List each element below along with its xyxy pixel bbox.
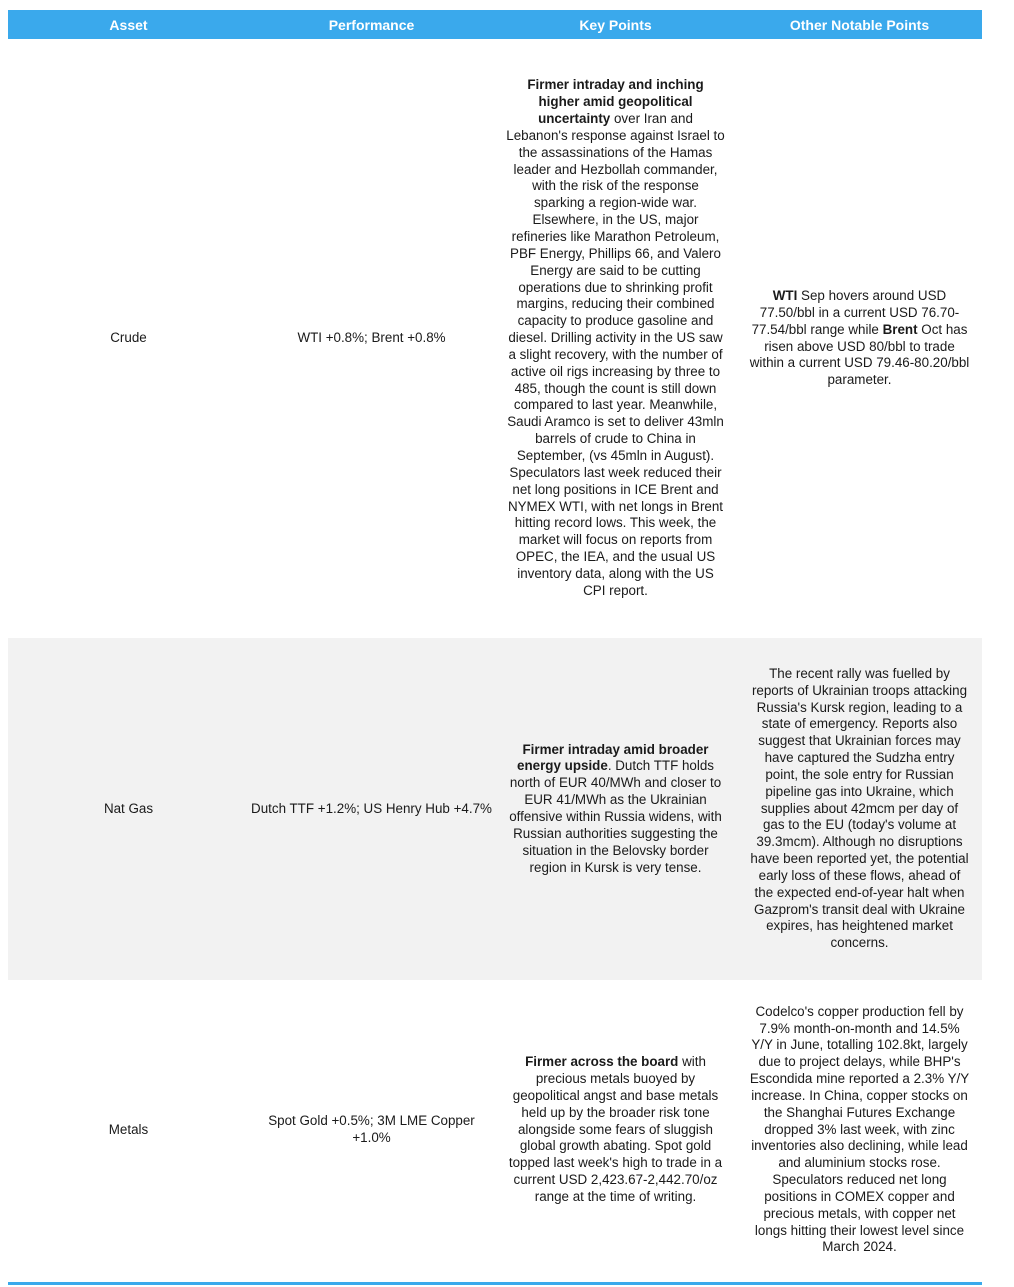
commodities-table <box>8 10 982 1280</box>
other-bold-wti: WTI <box>772 287 798 303</box>
table-row <box>8 980 982 1280</box>
table-row <box>8 638 982 980</box>
key-points-headline: Firmer intraday amid broader energy upside <box>517 741 709 774</box>
other-text: Oct has risen above USD 80/bbl to trade within a current USD 79.46-80.20/bbl parameter. <box>749 321 970 388</box>
key-points-headline: Firmer intraday and inching higher amid geopolitical uncertainty <box>527 77 704 127</box>
other-bold-brent: Brent <box>882 321 918 337</box>
bottom-divider <box>8 1282 982 1285</box>
key-points-cell <box>494 39 737 638</box>
header-other-notable-points: Other Notable Points <box>737 10 982 39</box>
key-points-text: . Dutch TTF holds north of EUR 40/MWh and closer to EUR 41/MWh as the Ukrainian offensive within Russia widens, with Russian authorities suggesting the situation in the Belovsky border region in Kursk is very tense. <box>509 758 722 875</box>
performance-cell: Spot Gold +0.5%; 3M LME Copper +1.0% <box>268 1113 475 1145</box>
performance-cell: WTI +0.8%; Brent +0.8% <box>297 330 446 346</box>
header-row <box>8 10 982 39</box>
key-points-text: over Iran and Lebanon's response against Israel to the assassinations of the Hamas leader and Hezbollah commander, with the risk of the response sparking a region-wide war. Elsewhere, in the US, major refineries like Marathon Petroleum, PBF Energy, Phillips 66, and Valero Energy are said to be cutting operations due to shrinking profit margins, reducing their combined capacity to produce gasoline and diesel. Drilling activity in the US saw a slight recovery, with the number of active oil rigs increasing by three to 485, though the count is still down compared to last year. Meanwhile, Saudi Aramco is set to deliver 43mln barrels of crude to China in September, (vs 45mln in August). Speculators last week reduced their net long positions in ICE Brent and NYMEX WTI, with net longs in Brent hitting record lows. This week, the market will focus on reports from OPEC, the IEA, and the usual US inventory data, along with the US CPI report. <box>506 111 725 598</box>
key-points-cell <box>494 638 737 980</box>
asset-cell: Crude <box>110 330 147 346</box>
header-asset: Asset <box>8 10 249 39</box>
key-points-headline: Firmer across the board <box>525 1054 679 1070</box>
other-notable-cell: The recent rally was fuelled by reports of Ukrainian troops attacking Russia's Kursk region, leading to a state of emergency. Reports also suggest that Ukrainian forces may have captured the Sudzha entry point, the sole entry for Russian pipeline gas into Ukraine, which supplies about 42mcm per day of gas to the EU (today's volume at 39.3mcm). Although no disruptions have been reported yet, the potential early loss of these flows, ahead of the expected end-of-year halt when Gazprom's transit deal with Ukraine expires, has heightened market concerns. <box>737 638 982 980</box>
table-row <box>8 39 982 638</box>
performance-cell: Dutch TTF +1.2%; US Henry Hub +4.7% <box>249 638 494 980</box>
other-notable-cell: Codelco's copper production fell by 7.9% month-on-month and 14.5% Y/Y in June, totalling 102.8kt, largely due to project delays, while BHP's Escondida mine reported a 2.3% Y/Y increase. In China, copper stocks on the Shanghai Futures Exchange dropped 3% last week, with zinc inventories also declining, while lead and aluminium stocks rose. Speculators reduced net long positions in COMEX copper and precious metals, with copper net longs hitting their lowest level since March 2024. <box>749 1003 970 1255</box>
other-text: Sep hovers around USD 77.50/bbl in a current USD 76.70-77.54/bbl range while <box>751 287 960 337</box>
header-key-points: Key Points <box>494 10 737 39</box>
asset-cell: Metals <box>108 1121 149 1137</box>
asset-cell: Nat Gas <box>8 638 249 980</box>
key-points-text: with precious metals buoyed by geopolitical angst and base metals held up by the broader risk tone alongside some fears of sluggish global growth abating. Spot gold topped last week's high to trade in a current USD 2,423.67-2,442.70/oz range at the time of writing. <box>508 1054 723 1204</box>
header-performance: Performance <box>249 10 494 39</box>
other-notable-cell <box>737 39 982 638</box>
key-points-cell <box>494 980 737 1280</box>
